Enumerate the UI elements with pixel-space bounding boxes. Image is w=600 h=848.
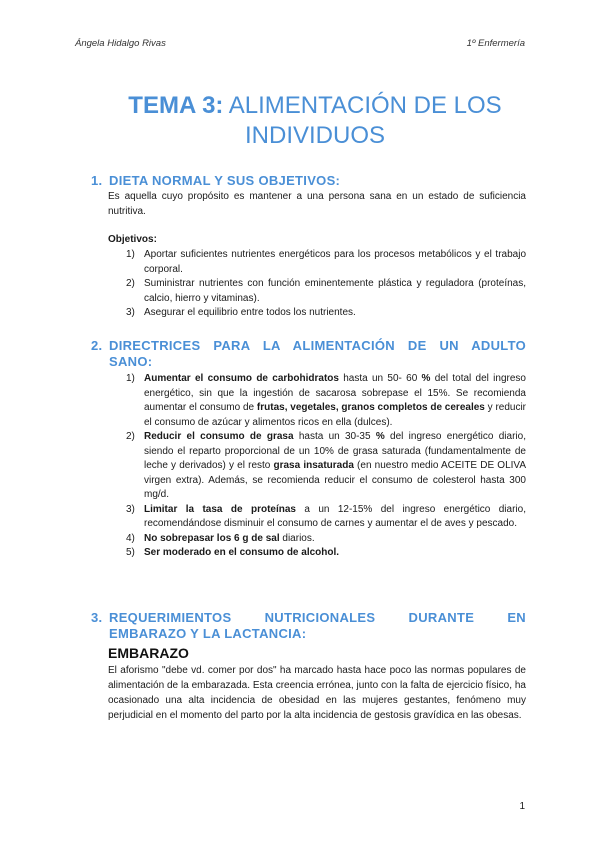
section3-heading: [91, 610, 526, 642]
embarazo-paragraph: El aforismo "debe vd. comer por dos" ha marcado hasta hace poco las normas populares de alimentación de la embarazada. Esta creencia errónea, junto con la falta de ejercicio físico, ha ocasionado una alta incidencia de obesidad en las mujeres gestantes, fenómeno muy perjudicial en el momento del parto por la alta incidencia de gestosis gravídica en las obesas.: [108, 665, 526, 721]
list-item: [126, 532, 526, 547]
item-number: 2): [126, 431, 135, 442]
list-item: [126, 306, 526, 321]
section3-number: 3.: [91, 610, 103, 625]
list-item: [126, 248, 526, 277]
item-bold: Limitar la tasa de proteínas: [144, 503, 296, 515]
header-course: 1º Enfermería: [466, 38, 525, 49]
item-text: del total del ingreso energético, sin que la ingestión de sacarosa sobrepase el 15%. Se recomienda aumentar el consumo de: [144, 373, 526, 413]
list-item: [126, 546, 526, 561]
item-number: 1): [126, 249, 135, 260]
objectives-label: Objetivos:: [108, 234, 157, 245]
item-number: 5): [126, 547, 135, 558]
embarazo-subheading: EMBARAZO: [108, 645, 189, 661]
section2-title-line1: DIRECTRICES PARA LA ALIMENTACIÓN DE UN ADULTO: [109, 338, 526, 353]
item-bold: grasa insaturada: [273, 460, 354, 471]
item-text: hasta un 50- 60: [338, 373, 422, 384]
item-text: a un 12-15% del ingreso energético diario, recomendándose disminuir el consumo de carnes y aumentar el de aves y pescado.: [144, 503, 526, 529]
item-text: del ingreso energético diario, siendo el reparto proporcional de un 10% de grasa saturada (fundamentalmente de leche y derivados) y el resto: [144, 431, 526, 471]
item-number: 3): [126, 503, 135, 515]
page-number: 1: [519, 801, 525, 812]
page-title: [80, 91, 550, 151]
title-rest: ALIMENTACIÓN DE LOS INDIVIDUOS: [223, 92, 502, 149]
item-text: Asegurar el equilibrio entre todos los nutrientes.: [144, 307, 356, 318]
item-bold: No sobrepasar los 6 g de sal: [144, 532, 280, 544]
list-item: [126, 372, 526, 430]
item-number: 4): [126, 532, 135, 544]
item-text: diarios.: [279, 532, 315, 544]
item-number: 1): [126, 373, 135, 384]
item-bold: Reducir el consumo de grasa: [144, 431, 294, 442]
item-number: 2): [126, 278, 135, 289]
title-prefix: TEMA 3:: [128, 92, 224, 119]
section3-title-line1: REQUERIMIENTOS NUTRICIONALES DURANTE EN: [109, 610, 526, 625]
item-bold: %: [421, 373, 431, 384]
section1-title: DIETA NORMAL Y SUS OBJETIVOS:: [109, 173, 341, 188]
list-item: [126, 430, 526, 503]
section2-heading: [91, 338, 526, 370]
item-text: Aportar suficientes nutrientes energéticos para los procesos metabólicos y el trabajo corporal.: [144, 249, 526, 275]
section1-number: 1.: [91, 173, 103, 188]
objectives-list: [126, 248, 526, 321]
list-item: [126, 277, 526, 306]
item-text: y reducir el consumo de azúcar y alimentos ricos en ella (dulces).: [144, 402, 527, 428]
item-bold: Aumentar el consumo de carbohidratos: [144, 373, 339, 384]
item-bold: frutas, vegetales, granos completos de cereales: [256, 402, 485, 413]
item-text: Suministrar nutrientes con función eminentemente plástica y reguladora (proteínas, calcio, hierro y vitaminas).: [144, 278, 526, 304]
header-author: Ángela Hidalgo Rivas: [75, 38, 166, 49]
list-item: [126, 503, 526, 532]
section2-number: 2.: [91, 338, 103, 353]
section1-heading: [91, 173, 526, 189]
section2-title-line2: SANO:: [109, 354, 153, 369]
section3-title-line2: EMBARAZO Y LA LACTANCIA:: [109, 626, 307, 641]
item-number: 3): [126, 307, 135, 318]
item-bold: Ser moderado en el consumo de alcohol.: [144, 547, 340, 558]
item-bold: %: [375, 431, 385, 442]
item-text: (en nuestro medio ACEITE DE OLIVA virgen extra). Además, se recomienda reducir el consumo de colesterol hasta 300 mg/d.: [144, 460, 527, 500]
item-text: hasta un 30-35: [293, 431, 376, 442]
guidelines-list: [126, 372, 526, 561]
section1-intro: Es aquella cuyo propósito es mantener a una persona sana en un estado de suficiencia nutritiva.: [108, 191, 526, 217]
